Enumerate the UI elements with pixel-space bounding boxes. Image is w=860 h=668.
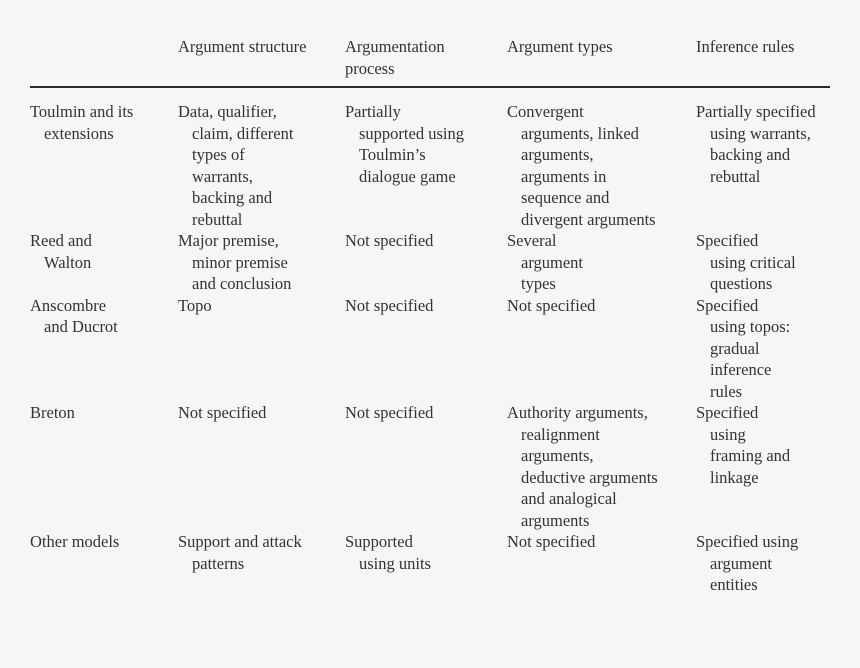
cell-line: gradual <box>710 338 760 358</box>
cell-line: dialogue game <box>359 166 456 186</box>
cell-line: arguments, <box>521 145 594 164</box>
cell-line: entities <box>710 575 758 594</box>
cell-line: warrants, <box>192 166 253 186</box>
table-header <box>30 36 830 87</box>
cell-line: Specified <box>696 295 759 315</box>
cell-line: questions <box>710 274 773 293</box>
cell-line: Data, qualifier, <box>178 102 277 121</box>
header-line: process <box>345 58 395 78</box>
cell-line: rebuttal <box>192 209 243 229</box>
header-inference-rules <box>696 36 830 87</box>
cell-argument-types <box>507 402 696 531</box>
header-line: Argument types <box>507 37 613 56</box>
cell-line: using topos: <box>710 317 791 336</box>
table-row <box>30 295 830 403</box>
cell-argumentation-process <box>345 230 507 295</box>
cell-line: Partially specified <box>696 102 816 121</box>
cell-model <box>30 87 178 230</box>
cell-inference-rules <box>696 295 830 403</box>
cell-line: arguments <box>521 510 590 530</box>
cell-argument-structure <box>178 531 345 596</box>
cell-argument-structure <box>178 402 345 531</box>
cell-inference-rules <box>696 402 830 531</box>
cell-line: patterns <box>192 553 245 573</box>
cell-line: and Ducrot <box>44 317 118 336</box>
cell-argumentation-process <box>345 87 507 230</box>
cell-argumentation-process <box>345 402 507 531</box>
cell-line: minor premise <box>192 252 288 272</box>
cell-line: arguments, linked <box>521 123 639 143</box>
cell-line: Toulmin’s <box>359 145 426 164</box>
cell-line: sequence and <box>521 188 610 207</box>
cell-line: Convergent <box>507 102 584 121</box>
table-row <box>30 402 830 531</box>
cell-line: and analogical <box>521 489 617 508</box>
cell-line: supported using <box>359 123 464 143</box>
table-row <box>30 230 830 295</box>
cell-argument-types <box>507 87 696 230</box>
header-line: Inference rules <box>696 37 795 56</box>
table-body <box>30 87 830 596</box>
header-line: Argument structure <box>178 37 307 56</box>
cell-argument-structure <box>178 230 345 295</box>
cell-inference-rules <box>696 87 830 230</box>
cell-line: Partially <box>345 102 401 121</box>
comparison-table-container <box>30 36 830 596</box>
cell-line: rules <box>710 381 743 401</box>
cell-line: types <box>521 274 556 293</box>
cell-line: Toulmin and its <box>30 102 134 121</box>
header-argument-structure <box>178 36 345 87</box>
cell-line: Reed and <box>30 231 92 250</box>
table-row <box>30 87 830 230</box>
cell-line: linkage <box>710 467 759 487</box>
cell-argument-types <box>507 295 696 403</box>
cell-line: using warrants, <box>710 123 811 143</box>
cell-line: Topo <box>178 295 212 315</box>
header-argument-types <box>507 36 696 87</box>
cell-line: divergent arguments <box>521 209 656 229</box>
cell-line: Not specified <box>345 231 434 250</box>
cell-line: Specified <box>696 403 759 422</box>
cell-line: Other models <box>30 532 120 551</box>
cell-line: Walton <box>44 252 92 272</box>
cell-model <box>30 402 178 531</box>
cell-line: Not specified <box>178 403 267 422</box>
cell-line: Several <box>507 231 557 250</box>
cell-line: deductive arguments <box>521 467 658 487</box>
cell-line: argument <box>710 553 773 573</box>
cell-argument-types <box>507 531 696 596</box>
cell-line: Not specified <box>345 295 434 315</box>
cell-line: backing and <box>710 145 791 164</box>
cell-line: Not specified <box>507 532 596 551</box>
cell-inference-rules <box>696 230 830 295</box>
cell-line: inference <box>710 360 772 379</box>
argumentation-models-table <box>30 36 830 596</box>
cell-line: arguments in <box>521 166 607 186</box>
header-line: Argumentation <box>345 37 445 56</box>
cell-argumentation-process <box>345 295 507 403</box>
cell-line: Major premise, <box>178 231 279 250</box>
cell-line: Anscombre <box>30 295 107 315</box>
cell-line: argument <box>521 252 584 272</box>
cell-line: arguments, <box>521 446 594 465</box>
header-row <box>30 36 830 87</box>
cell-line: claim, different <box>192 123 294 143</box>
cell-model <box>30 531 178 596</box>
cell-argument-structure <box>178 87 345 230</box>
cell-argument-types <box>507 230 696 295</box>
cell-line: Supported <box>345 532 413 551</box>
cell-line: Authority arguments, <box>507 403 648 422</box>
cell-line: and conclusion <box>192 274 292 293</box>
cell-line: Not specified <box>507 295 596 315</box>
cell-line: rebuttal <box>710 166 761 186</box>
cell-argument-structure <box>178 295 345 403</box>
cell-line: backing and <box>192 188 273 207</box>
cell-line: using <box>710 424 746 444</box>
cell-line: using critical <box>710 252 796 272</box>
cell-line: Not specified <box>345 403 434 422</box>
cell-line: Support and attack <box>178 532 302 551</box>
cell-line: Specified <box>696 231 759 250</box>
header-argumentation-process <box>345 36 507 87</box>
cell-line: Specified using <box>696 532 799 551</box>
table-row <box>30 531 830 596</box>
cell-line: types of <box>192 145 245 164</box>
cell-model <box>30 230 178 295</box>
header-model <box>30 36 178 87</box>
cell-line: Breton <box>30 403 75 422</box>
cell-line: extensions <box>44 123 114 143</box>
cell-line: using units <box>359 553 431 573</box>
cell-argumentation-process <box>345 531 507 596</box>
cell-inference-rules <box>696 531 830 596</box>
cell-line: realignment <box>521 424 600 444</box>
cell-model <box>30 295 178 403</box>
cell-line: framing and <box>710 446 791 465</box>
